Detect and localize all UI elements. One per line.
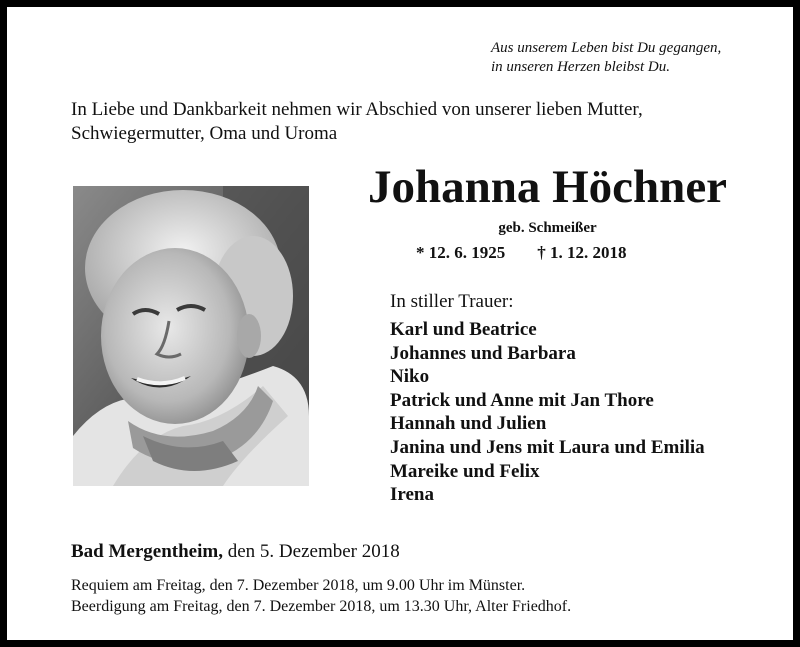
motto-line-1: Aus unserem Leben bist Du gegangen, bbox=[491, 40, 722, 56]
mourner-name: Niko bbox=[390, 366, 430, 388]
portrait-photo bbox=[73, 186, 309, 486]
mourner-name: Johannes und Barbara bbox=[390, 342, 576, 364]
mourner-name: Irena bbox=[390, 484, 434, 506]
service-details bbox=[71, 575, 571, 617]
birth-date: * 12. 6. 1925 bbox=[416, 243, 506, 262]
motto-quote bbox=[491, 39, 721, 77]
life-dates bbox=[416, 242, 627, 264]
deceased-name: Johanna Höchner bbox=[367, 161, 728, 213]
mourner-name: Karl und Beatrice bbox=[390, 319, 537, 340]
intro-text: In Liebe und Dankbarkeit nehmen wir Abschied von unserer lieben Mutter, Schwiegermutter, Oma und Uroma bbox=[71, 99, 643, 144]
mourners-list bbox=[390, 318, 705, 507]
mourning-heading: In stiller Trauer: bbox=[390, 291, 514, 312]
mourner-name: Janina und Jens mit Laura und Emilia bbox=[390, 436, 705, 458]
place-name: Bad Mergentheim, bbox=[71, 541, 223, 562]
place-and-date bbox=[71, 540, 400, 564]
mourner-name: Hannah und Julien bbox=[390, 413, 547, 435]
maiden-name: geb. Schmeißer bbox=[498, 220, 597, 236]
requiem-info: Requiem am Freitag, den 7. Dezember 2018, um 9.00 Uhr im Münster. bbox=[71, 577, 526, 594]
death-date: † 1. 12. 2018 bbox=[537, 243, 627, 262]
mourner-name: Patrick und Anne mit Jan Thore bbox=[390, 389, 654, 411]
mourner-name: Mareike und Felix bbox=[390, 460, 540, 482]
burial-info: Beerdigung am Freitag, den 7. Dezember 2018, um 13.30 Uhr, Alter Friedhof. bbox=[71, 598, 572, 615]
notice-date: den 5. Dezember 2018 bbox=[227, 541, 400, 562]
motto-line-2: in unseren Herzen bleibst Du. bbox=[491, 59, 671, 75]
